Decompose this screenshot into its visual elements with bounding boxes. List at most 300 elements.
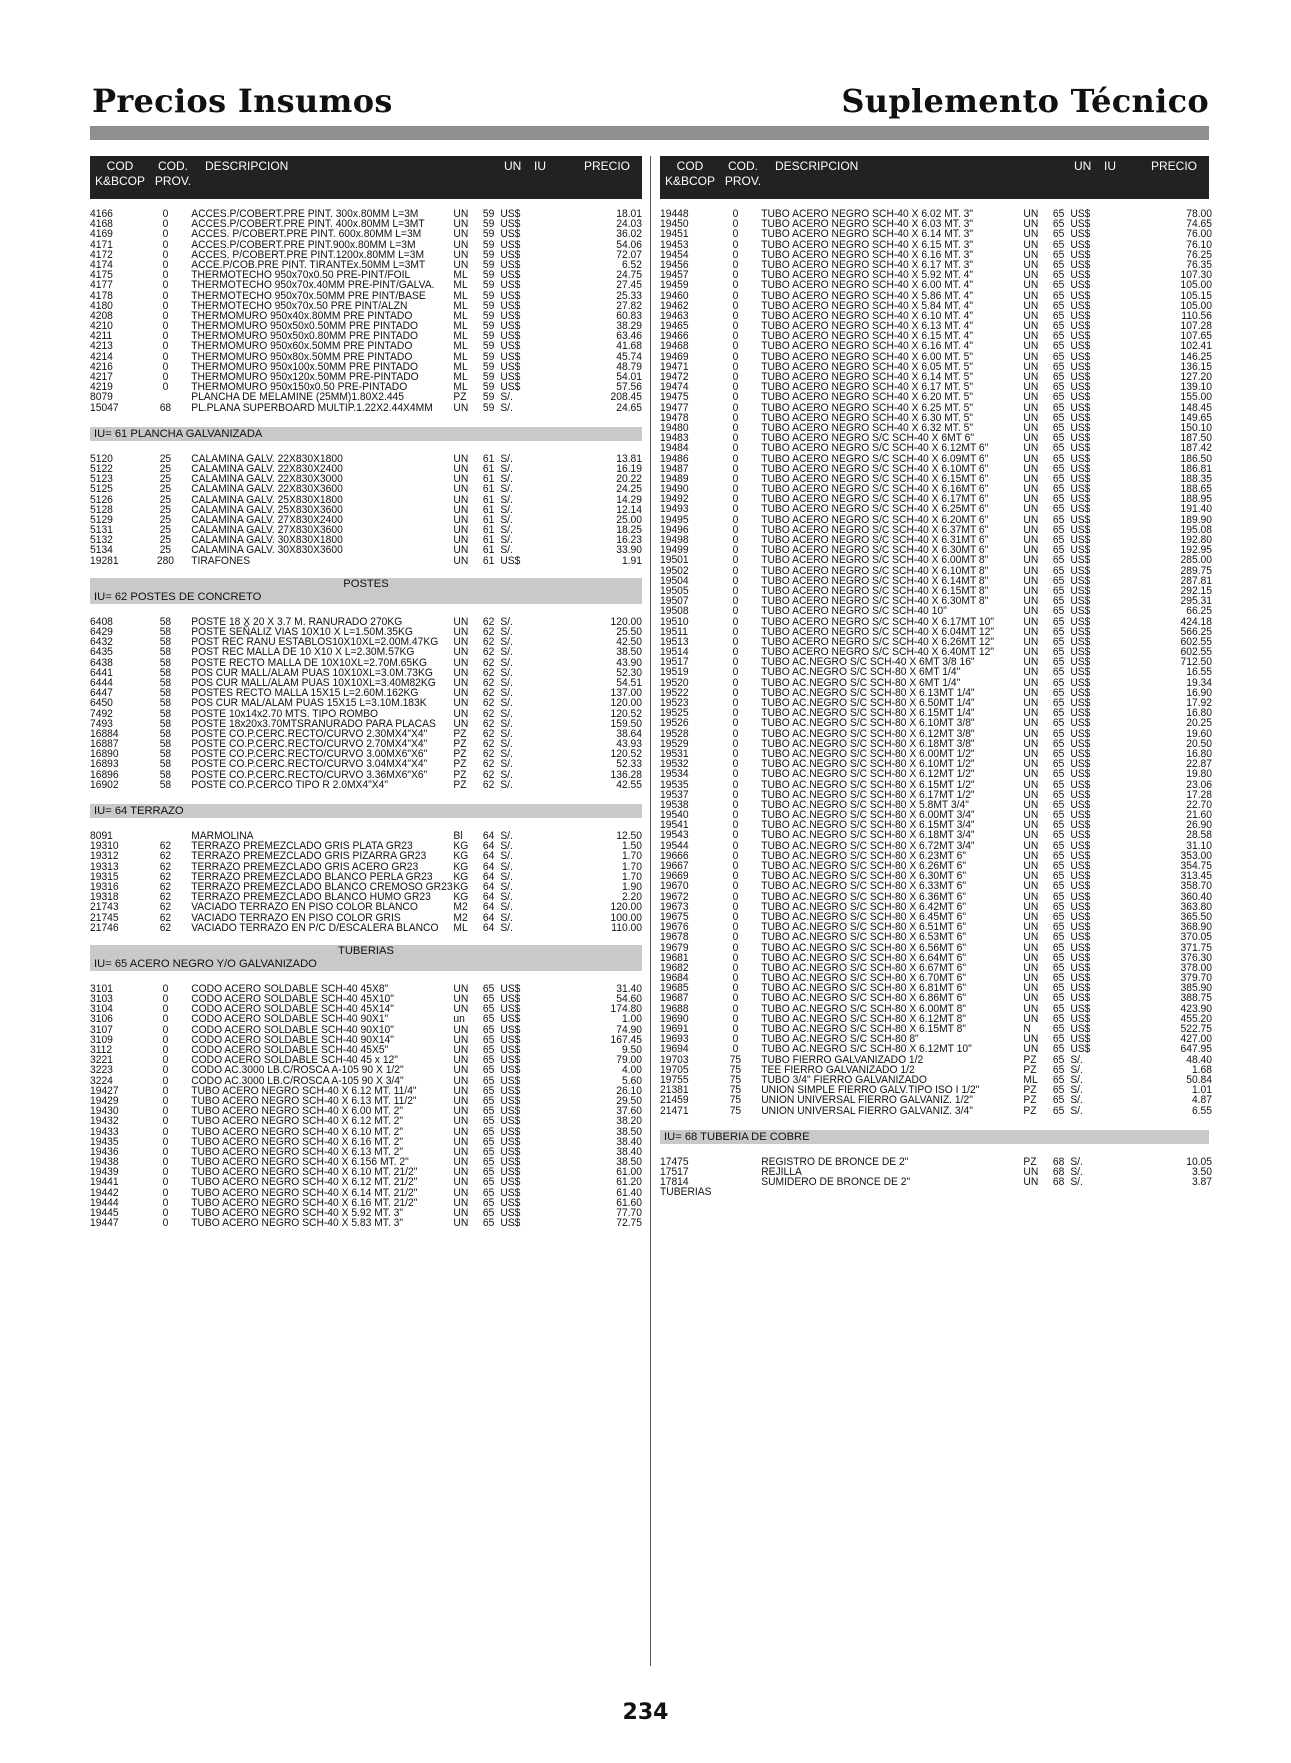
- cell-iu: 65: [1052, 982, 1065, 995]
- cell-prov: 0: [732, 829, 739, 842]
- cell-desc: TUBO ACERO NEGRO S/C SCH-40 X 6.14MT 8": [761, 574, 989, 587]
- cell-cod: 19537: [660, 788, 689, 801]
- cell-cod: 17475: [660, 1155, 689, 1168]
- table-row: [660, 1095, 1212, 1105]
- cell-currency: US$: [1070, 1043, 1091, 1056]
- cell-price: 712.50: [1180, 656, 1212, 669]
- cell-un: UN: [1023, 432, 1039, 445]
- cell-cod: 19522: [660, 686, 689, 699]
- cell-prov: 0: [732, 910, 739, 923]
- cell-un: UN: [1023, 900, 1039, 913]
- cell-cod: 6432: [90, 636, 113, 649]
- cell-iu: 65: [1052, 951, 1065, 964]
- cell-iu: 59: [482, 218, 495, 231]
- cell-currency: US$: [1070, 360, 1091, 373]
- cell-un: UN: [1023, 992, 1039, 1005]
- cell-un: UN: [1023, 320, 1039, 333]
- table-row: [90, 1218, 642, 1228]
- cell-iu: 65: [1052, 849, 1065, 862]
- cell-iu: 68: [1052, 1165, 1065, 1178]
- cell-desc: TUBO ACERO NEGRO SCH-40 X 6.13 MT. 2": [191, 1145, 404, 1158]
- header-precio: PRECIO: [1150, 159, 1197, 173]
- cell-cod: 19544: [660, 839, 689, 852]
- cell-cod: 19694: [660, 1043, 689, 1056]
- section-label: IU= 62 POSTES DE CONCRETO: [94, 590, 262, 603]
- cell-un: UN: [1023, 360, 1039, 373]
- table-row: [90, 525, 642, 535]
- cell-currency: US$: [1070, 371, 1091, 383]
- cell-price: 45.74: [616, 350, 642, 363]
- cell-cod: 19532: [660, 758, 689, 771]
- cell-un: UN: [1023, 798, 1039, 811]
- cell-prov: 0: [162, 330, 169, 343]
- cell-prov: 0: [162, 1105, 169, 1118]
- cell-un: UN: [453, 258, 469, 271]
- cell-desc: TUBO AC.NEGRO S/C SCH-80 X 6.30MT 6": [761, 870, 967, 883]
- cell-desc: TUBO ACERO NEGRO SCH-40 X 6.16 MT. 2": [191, 1135, 404, 1148]
- cell-currency: US$: [1070, 676, 1091, 689]
- cell-iu: 65: [482, 1044, 495, 1056]
- cell-un: UN: [453, 1023, 469, 1036]
- cell-price: 365.50: [1180, 910, 1212, 923]
- cell-prov: 0: [732, 717, 739, 730]
- cell-currency: US$: [1070, 615, 1091, 628]
- cell-un: UN: [1023, 554, 1039, 567]
- cell-prov: 0: [732, 961, 739, 974]
- cell-iu: 65: [1052, 360, 1065, 373]
- cell-currency: S/.: [500, 544, 513, 557]
- cell-desc: REGISTRO DE BRONCE DE 2": [761, 1155, 909, 1168]
- cell-price: 195.08: [1180, 523, 1212, 536]
- cell-iu: 62: [482, 687, 495, 700]
- cell-price: 43.93: [616, 738, 642, 751]
- cell-price: 16.19: [616, 462, 642, 475]
- cell-currency: S/.: [500, 840, 513, 853]
- cell-un: UN: [453, 1217, 469, 1230]
- cell-iu: 62: [482, 646, 495, 659]
- cell-cod: 4211: [90, 330, 113, 343]
- cell-iu: 61: [482, 554, 495, 567]
- cell-desc: TUBO AC.NEGRO S/C SCH-80 X 6.42MT 6": [761, 900, 967, 913]
- cell-iu: 65: [482, 1074, 495, 1087]
- cell-un: ML: [453, 921, 468, 934]
- cell-un: ML: [453, 381, 468, 394]
- cell-iu: 65: [1052, 941, 1065, 954]
- cell-cod: 4177: [90, 279, 113, 292]
- cell-un: UN: [1023, 381, 1039, 394]
- cell-desc: THERMOMURO 950x50x0.80MM PRE PINTADO: [191, 330, 419, 343]
- cell-price: 38.40: [616, 1145, 642, 1158]
- cell-cod: 7492: [90, 707, 113, 720]
- cell-cod: 19439: [90, 1166, 119, 1179]
- cell-cod: 19682: [660, 961, 689, 974]
- cell-cod: 19493: [660, 503, 689, 516]
- cell-cod: 19460: [660, 289, 689, 302]
- cell-un: UN: [1023, 421, 1039, 434]
- cell-un: UN: [1023, 880, 1039, 893]
- cell-currency: US$: [1070, 870, 1091, 883]
- cell-desc: TIRAFONES: [191, 554, 251, 567]
- cell-cod: 5125: [90, 483, 113, 496]
- cell-prov: 0: [732, 513, 739, 526]
- cell-desc: THERMOTECHO 950x70x0.50 PRE-PINT/FOIL: [191, 269, 411, 282]
- cell-prov: 58: [159, 778, 172, 791]
- header-iu: IU: [534, 159, 546, 173]
- cell-price: 1.01: [1191, 1084, 1212, 1097]
- cell-price: 78.00: [1186, 208, 1212, 220]
- cell-iu: 64: [482, 850, 495, 863]
- cell-iu: 61: [482, 473, 495, 486]
- cell-iu: 65: [1052, 656, 1065, 669]
- cell-iu: 61: [482, 493, 495, 506]
- cell-iu: 61: [482, 452, 495, 465]
- cell-cod: 4169: [90, 228, 113, 241]
- cell-price: 16.80: [1186, 747, 1212, 760]
- cell-cod: 19444: [90, 1196, 119, 1209]
- cell-currency: US$: [1070, 269, 1091, 282]
- cell-cod: 19447: [90, 1217, 119, 1230]
- cell-iu: 65: [1052, 860, 1065, 872]
- cell-desc: POS CUR MAL/ALAM PUAS 15X15 L=3.10M.183K: [191, 697, 427, 710]
- cell-un: UN: [453, 1074, 469, 1087]
- cell-un: UN: [1023, 208, 1039, 220]
- cell-un: M2: [453, 901, 468, 914]
- cell-iu: 65: [1052, 697, 1065, 709]
- section-band-65: [90, 957, 642, 971]
- cell-cod: 19672: [660, 890, 689, 903]
- cell-desc: TUBO AC.NEGRO S/C SCH-80 X 6.23MT 6": [761, 849, 967, 862]
- section-label: IU= 68 TUBERIA DE COBRE: [664, 1130, 810, 1143]
- cell-desc: CALAMINA GALV. 22X830X2400: [191, 462, 343, 475]
- cell-un: PZ: [453, 391, 467, 404]
- cell-desc: CODO ACERO SOLDABLE SCH-40 45 x 12": [191, 1054, 398, 1067]
- cell-un: un: [453, 1013, 465, 1026]
- section-label: IU= 61 PLANCHA GALVANIZADA: [94, 427, 263, 440]
- cell-currency: US$: [1070, 421, 1091, 434]
- cell-desc: UNION SIMPLE FIERRO GALV.TIPO ISO I 1/2": [761, 1084, 980, 1097]
- cell-desc: PL.PLANA SUPERBOARD MULTIP.1.22X2.44X4MM: [191, 401, 433, 414]
- cell-price: 9.50: [621, 1044, 642, 1056]
- cell-iu: 59: [482, 258, 495, 271]
- cell-currency: S/.: [500, 462, 513, 475]
- trailing-label-row: [660, 1187, 1212, 1197]
- cell-prov: 0: [732, 758, 739, 771]
- cell-price: 4.87: [1191, 1094, 1212, 1107]
- cell-un: PZ: [453, 727, 467, 740]
- cell-price: 16.55: [1186, 666, 1212, 679]
- cell-un: UN: [1023, 758, 1039, 771]
- cell-currency: US$: [500, 360, 521, 373]
- cell-iu: 62: [482, 778, 495, 791]
- header-desc: DESCRIPCION: [205, 159, 289, 173]
- cell-iu: 65: [482, 1023, 495, 1036]
- header-desc: DESCRIPCION: [775, 159, 859, 173]
- section-band-61: [90, 427, 642, 441]
- cell-price: 38.20: [616, 1115, 642, 1128]
- cell-currency: US$: [1070, 717, 1091, 730]
- table-row: [660, 1065, 1212, 1075]
- cell-cod: 19435: [90, 1135, 119, 1148]
- cell-prov: 0: [732, 1002, 739, 1015]
- cell-currency: S/.: [500, 830, 513, 842]
- cell-un: UN: [1023, 972, 1039, 985]
- cell-price: 17.28: [1186, 788, 1212, 801]
- cell-prov: 58: [159, 758, 172, 771]
- cell-cod: 4210: [90, 320, 113, 333]
- cell-iu: 65: [1052, 717, 1065, 730]
- cell-cod: 19453: [660, 238, 689, 251]
- cell-cod: 3106: [90, 1013, 113, 1026]
- cell-currency: S/.: [500, 646, 513, 659]
- cell-price: 74.65: [1186, 218, 1212, 231]
- cell-price: 72.07: [616, 248, 642, 261]
- cell-currency: US$: [1070, 554, 1091, 567]
- cell-price: 358.70: [1180, 880, 1212, 893]
- cell-iu: 59: [482, 269, 495, 282]
- cell-un: UN: [1023, 747, 1039, 760]
- cell-un: KG: [453, 880, 469, 893]
- cell-price: 20.50: [1186, 737, 1212, 750]
- cell-currency: US$: [500, 279, 521, 292]
- cell-cod: 4175: [90, 269, 113, 282]
- cell-price: 14.29: [616, 493, 642, 506]
- cell-un: UN: [453, 1125, 469, 1138]
- cell-cod: 4214: [90, 350, 113, 363]
- cell-price: 188.95: [1180, 493, 1212, 506]
- cell-price: 10.05: [1186, 1155, 1212, 1168]
- cell-currency: S/.: [500, 513, 513, 526]
- cell-iu: 64: [482, 921, 495, 934]
- cell-un: UN: [453, 707, 469, 720]
- cell-un: UN: [453, 697, 469, 710]
- cell-cod: 4168: [90, 218, 113, 231]
- cell-price: 31.40: [616, 982, 642, 995]
- cell-prov: 0: [162, 1176, 169, 1189]
- cell-iu: 65: [482, 1033, 495, 1046]
- cell-iu: 64: [482, 901, 495, 914]
- cell-prov: 0: [732, 788, 739, 801]
- cell-prov: 68: [159, 401, 172, 414]
- cell-iu: 65: [1052, 483, 1065, 496]
- cell-cod: 6450: [90, 697, 113, 710]
- cell-cod: 5126: [90, 493, 113, 506]
- cell-currency: US$: [1070, 391, 1091, 404]
- cell-iu: 65: [1052, 1033, 1065, 1046]
- cell-iu: 65: [482, 1094, 495, 1107]
- cell-currency: S/.: [500, 534, 513, 547]
- cell-iu: 59: [482, 391, 495, 404]
- cell-price: 17.92: [1186, 697, 1212, 709]
- cell-iu: 65: [1052, 1063, 1065, 1076]
- cell-desc: TUBO ACERO NEGRO SCH-40 X 6.12 MT. 2": [191, 1115, 404, 1128]
- cell-un: UN: [453, 524, 469, 537]
- cell-un: ML: [453, 309, 468, 322]
- cell-iu: 59: [482, 228, 495, 241]
- cell-desc: TUBO ACERO NEGRO SCH-40 X 6.12 MT. 11/4": [191, 1084, 417, 1097]
- cell-iu: 62: [482, 676, 495, 689]
- cell-price: 2.20: [621, 891, 642, 904]
- cell-cod: 19445: [90, 1207, 119, 1219]
- cell-cod: 19315: [90, 870, 119, 883]
- cell-price: 155.00: [1180, 391, 1212, 404]
- cell-price: 120.52: [610, 707, 642, 720]
- cell-currency: US$: [1070, 829, 1091, 842]
- cell-currency: US$: [1070, 248, 1091, 261]
- cell-desc: CODO ACERO SOLDABLE SCH-40 90X14": [191, 1033, 394, 1046]
- cell-price: 26.10: [616, 1084, 642, 1097]
- cell-currency: S/.: [500, 687, 513, 700]
- cell-iu: 65: [1052, 961, 1065, 974]
- cell-currency: US$: [500, 238, 521, 251]
- cell-un: UN: [1023, 768, 1039, 781]
- cell-un: UN: [1023, 544, 1039, 557]
- cell-price: 1.50: [621, 840, 642, 853]
- cell-iu: 65: [1052, 1023, 1065, 1035]
- cell-prov: 0: [732, 747, 739, 760]
- cell-price: 3.87: [1191, 1176, 1212, 1189]
- cell-currency: US$: [1070, 584, 1091, 597]
- cell-price: 354.75: [1180, 860, 1212, 872]
- cell-cod: 19492: [660, 493, 689, 506]
- cell-cod: 19679: [660, 941, 689, 954]
- cell-currency: US$: [1070, 646, 1091, 659]
- cell-un: UN: [1023, 472, 1039, 485]
- cell-currency: US$: [500, 1135, 521, 1148]
- cell-prov: 0: [732, 258, 739, 271]
- cell-un: PZ: [453, 778, 467, 791]
- cell-price: 1.70: [621, 870, 642, 883]
- cell-prov: 58: [159, 727, 172, 740]
- cell-desc: CALAMINA GALV. 22X830X3000: [191, 473, 343, 486]
- cell-desc: POSTE CO.P.CERC.RECTO/CURVO 3.04MX4"X4": [191, 758, 428, 771]
- cell-iu: 65: [1052, 279, 1065, 292]
- cell-cod: 19465: [660, 320, 689, 333]
- cell-iu: 65: [1052, 299, 1065, 312]
- cell-prov: 25: [159, 462, 172, 475]
- cell-price: 22.87: [1186, 758, 1212, 771]
- cell-un: KG: [453, 850, 469, 863]
- cell-cod: 19483: [660, 432, 689, 445]
- cell-un: UN: [1023, 717, 1039, 730]
- cell-cod: 16890: [90, 748, 119, 761]
- cell-desc: TUBO ACERO NEGRO S/C SCH-40 X 6.16MT 6": [761, 483, 989, 496]
- cell-prov: 0: [732, 350, 739, 363]
- cell-price: 25.33: [616, 289, 642, 302]
- cell-currency: US$: [1070, 218, 1091, 231]
- cell-currency: S/.: [500, 860, 513, 873]
- cell-cod: 4178: [90, 289, 113, 302]
- cell-cod: 21745: [90, 911, 119, 924]
- rows-left-62: [90, 617, 642, 790]
- cell-currency: US$: [500, 1217, 521, 1230]
- cell-prov: 58: [159, 738, 172, 751]
- cell-desc: POSTE CO.P.CERC.RECTO/CURVO 2.30MX4"X4": [191, 727, 428, 740]
- cell-currency: US$: [1070, 921, 1091, 934]
- cell-price: 33.90: [616, 544, 642, 557]
- cell-cod: 19441: [90, 1176, 119, 1189]
- cell-desc: TUBO AC.NEGRO S/C SCH-80 X 6.00MT 3/4": [761, 809, 975, 822]
- cell-prov: 0: [162, 1166, 169, 1179]
- cell-currency: US$: [500, 218, 521, 231]
- cell-prov: 0: [162, 248, 169, 261]
- cell-currency: US$: [500, 258, 521, 271]
- cell-prov: 0: [732, 1043, 739, 1056]
- cell-iu: 64: [482, 830, 495, 842]
- cell-iu: 65: [1052, 686, 1065, 699]
- cell-price: 74.90: [616, 1023, 642, 1036]
- cell-currency: US$: [1070, 666, 1091, 679]
- cell-un: PZ: [453, 748, 467, 761]
- cell-desc: TUBO ACERO NEGRO SCH-40 X 5.92 MT. 3": [191, 1207, 404, 1219]
- cell-desc: POS CUR MALL/ALAM PUAS 10X10XL=3.40M82KG: [191, 676, 436, 689]
- cell-currency: US$: [500, 1207, 521, 1219]
- cell-iu: 59: [482, 340, 495, 353]
- cell-cod: 4219: [90, 381, 113, 394]
- header-un: UN: [1074, 159, 1092, 173]
- cell-un: UN: [453, 534, 469, 547]
- table-row: [660, 280, 1212, 290]
- cell-cod: 19471: [660, 360, 689, 373]
- cell-cod: 16884: [90, 727, 119, 740]
- cell-currency: US$: [1070, 462, 1091, 475]
- cell-un: UN: [453, 554, 469, 567]
- cell-prov: 0: [162, 1094, 169, 1107]
- cell-un: PZ: [1023, 1063, 1037, 1076]
- cell-currency: S/.: [1070, 1094, 1083, 1107]
- cell-desc: CALAMINA GALV. 22X830X3600: [191, 483, 343, 496]
- cell-iu: 65: [1052, 839, 1065, 852]
- table-row: [660, 1044, 1212, 1054]
- cell-desc: TUBO ACERO NEGRO S/C SCH-40 X 6.00MT 8": [761, 554, 989, 567]
- cell-price: 24.25: [616, 483, 642, 496]
- cell-un: ML: [453, 289, 468, 302]
- cell-cod: 19693: [660, 1033, 689, 1046]
- cell-cod: 21743: [90, 901, 119, 914]
- cell-prov: 0: [732, 432, 739, 445]
- cell-price: 292.15: [1180, 584, 1212, 597]
- cell-un: ML: [453, 371, 468, 383]
- cell-un: UN: [1023, 493, 1039, 506]
- cell-un: UN: [453, 1003, 469, 1016]
- cell-prov: 62: [159, 860, 172, 873]
- cell-currency: S/.: [500, 778, 513, 791]
- cell-prov: 0: [162, 993, 169, 1006]
- cell-desc: TUBO ACERO NEGRO SCH-40 X 6.14 MT. 21/2": [191, 1186, 418, 1199]
- cell-un: UN: [1023, 411, 1039, 424]
- cell-currency: US$: [1070, 228, 1091, 241]
- cell-iu: 65: [1052, 992, 1065, 1005]
- cell-price: 566.25: [1180, 625, 1212, 638]
- cell-currency: US$: [1070, 320, 1091, 333]
- cell-prov: 58: [159, 687, 172, 700]
- cell-prov: 0: [732, 330, 739, 343]
- cell-un: PZ: [1023, 1084, 1037, 1097]
- cell-prov: 0: [162, 1044, 169, 1056]
- cell-iu: 65: [482, 982, 495, 995]
- cell-prov: 0: [732, 564, 739, 577]
- cell-price: 149.65: [1180, 411, 1212, 424]
- cell-desc: TUBO AC.NEGRO S/C SCH-80 X 6.18MT 3/4": [761, 829, 975, 842]
- cell-desc: TUBO AC.NEGRO S/C SCH-80 X 6MT 1/4": [761, 676, 961, 689]
- cell-un: UN: [453, 615, 469, 628]
- cell-cod: 19511: [660, 625, 688, 638]
- cell-desc: CALAMINA GALV. 22X830X1800: [191, 452, 343, 465]
- cell-prov: 0: [162, 1013, 169, 1026]
- cell-iu: 65: [1052, 707, 1065, 720]
- cell-cod: 19462: [660, 299, 689, 312]
- cell-prov: 25: [159, 493, 172, 506]
- cell-desc: TUBO ACERO NEGRO SCH-40 X 6.05 MT. 5": [761, 360, 974, 373]
